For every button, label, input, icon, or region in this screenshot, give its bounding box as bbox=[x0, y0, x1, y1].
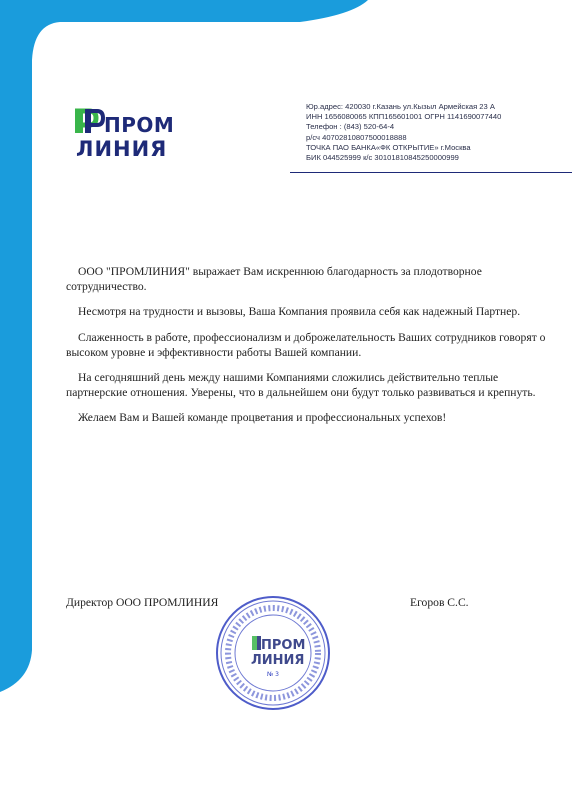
stamp-logo-line1: ПРОМ bbox=[261, 638, 306, 653]
requisites-account: р/сч 40702810807500018888 bbox=[306, 132, 407, 142]
requisites-bik: БИК 044525999 к/с 30101810845250000999 bbox=[306, 153, 459, 163]
paragraph-professionalism: Слаженность в работе, профессионализм и доброжелательность Ваших сотрудников говорят о высоком уровне и эффективности работы Вашей компании. bbox=[66, 330, 546, 359]
requisites-address: Юр.адрес: 420030 г.Казань ул.Кызыл Армейская 23 А bbox=[306, 102, 495, 111]
paragraph-wishes: Желаем Вам и Вашей команде процветания и профессиональных успехов! bbox=[78, 411, 447, 425]
requisites-phone: Телефон : (843) 520-64-4 bbox=[306, 122, 395, 132]
logo-text-line2: ЛИНИЯ bbox=[76, 137, 168, 160]
header-divider bbox=[290, 172, 572, 173]
company-requisites bbox=[306, 102, 572, 163]
requisites-inn: ИНН 1656080065 КПП165601001 ОГРН 1141690077440 bbox=[306, 112, 502, 122]
signature-name: Егоров С.С. bbox=[410, 596, 469, 609]
stamp-number: № 3 bbox=[267, 671, 279, 678]
company-logo bbox=[74, 108, 186, 160]
paragraph-relations: На сегодняшний день между нашими Компаниями сложились действительно теплые партнерские отношения. Уверены, что в дальнейшем они будут только развиваться и крепнуть. bbox=[66, 371, 536, 400]
signature-title: Директор ООО ПРОМЛИНИЯ bbox=[66, 596, 219, 609]
paragraph-partner: Несмотря на трудности и вызовы, Ваша Компания проявила себя как надежный Партнер. bbox=[78, 305, 521, 319]
requisites-bank: ТОЧКА ПАО БАНКА«ФК ОТКРЫТИЕ» г.Москва bbox=[306, 142, 471, 152]
letter-body bbox=[66, 264, 546, 436]
paragraph-gratitude: ООО "ПРОМЛИНИЯ" выражает Вам искреннюю благодарность за плодотворное сотрудничество. bbox=[66, 265, 482, 294]
stamp-logo-line2: ЛИНИЯ bbox=[251, 653, 305, 668]
logo-text-line1: ПРОМ bbox=[104, 113, 175, 137]
company-stamp bbox=[214, 594, 332, 712]
